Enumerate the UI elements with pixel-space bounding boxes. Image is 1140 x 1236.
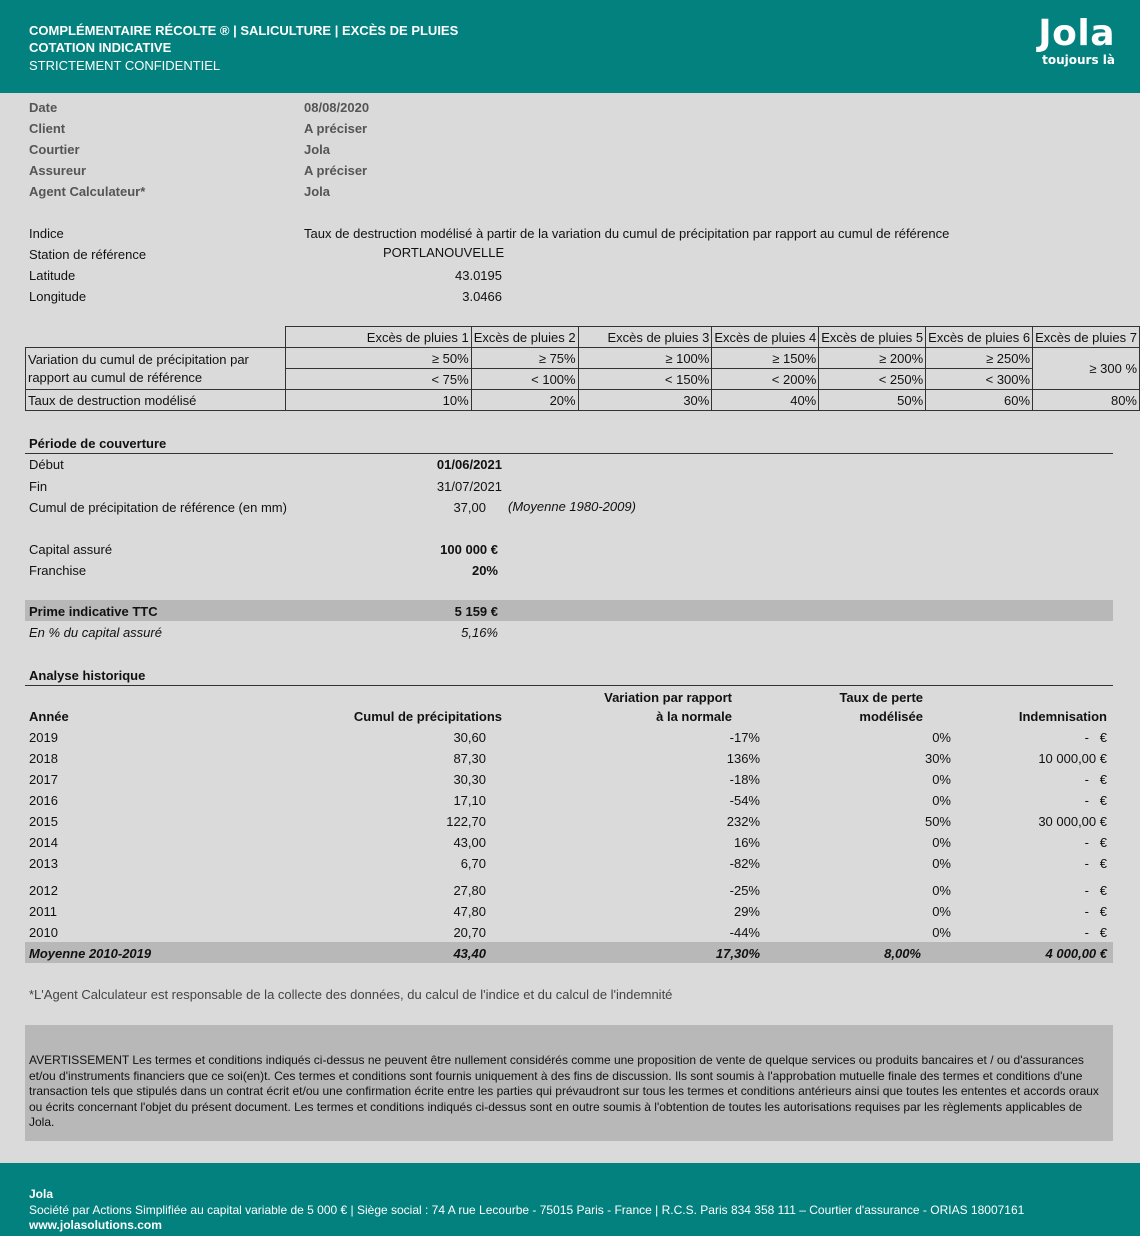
excess-header-2: Excès de pluies 2 bbox=[471, 327, 578, 348]
row-year: 2018 bbox=[29, 751, 58, 766]
row-indemnisation: 30 000,00 € bbox=[1038, 814, 1107, 829]
table-row bbox=[29, 770, 1109, 791]
excess-lower-2: ≥ 75% bbox=[471, 348, 578, 369]
index-value: Taux de destruction modélisé à partir de la variation du cumul de précipitation par rapport au cumul de référence bbox=[304, 226, 950, 241]
latitude-value: 43.0195 bbox=[455, 268, 502, 283]
excess-rate-4: 40% bbox=[712, 390, 819, 411]
info-value-client: A préciser bbox=[304, 121, 368, 136]
info-label-date: Date bbox=[29, 100, 58, 115]
jola-logo bbox=[1038, 15, 1115, 67]
excess-header-3: Excès de pluies 3 bbox=[578, 327, 712, 348]
col-variation-2: à la normale bbox=[656, 709, 732, 724]
row-variation: 16% bbox=[733, 835, 760, 850]
table-row bbox=[29, 881, 1109, 902]
info-label-client: Client bbox=[29, 121, 66, 136]
row-year: 2012 bbox=[29, 883, 58, 898]
row-year: 2017 bbox=[29, 772, 58, 787]
row-indemnisation: - € bbox=[1084, 883, 1107, 898]
row-cumul: 30,60 bbox=[453, 730, 486, 745]
end-label: Fin bbox=[29, 479, 48, 494]
excess-rate-6: 60% bbox=[926, 390, 1033, 411]
row-cumul: 17,10 bbox=[453, 793, 486, 808]
row-variation: -25% bbox=[729, 883, 760, 898]
info-label-assureur: Assureur bbox=[29, 163, 87, 178]
coverage-title: Période de couverture bbox=[29, 436, 167, 451]
excess-lower-3: ≥ 100% bbox=[578, 348, 712, 369]
row-variation: -82% bbox=[729, 856, 760, 871]
excess-rate-label: Taux de destruction modélisé bbox=[26, 390, 286, 411]
footer-banner bbox=[0, 1163, 1140, 1236]
excess-lower-6: ≥ 250% bbox=[926, 348, 1033, 369]
confidential-label: STRICTEMENT CONFIDENTIEL bbox=[29, 58, 221, 73]
table-row bbox=[29, 812, 1109, 833]
excess-lower-row bbox=[26, 348, 1140, 369]
table-row bbox=[29, 749, 1109, 770]
premium-percent-value: 5,16% bbox=[461, 625, 498, 640]
row-cumul: 6,70 bbox=[460, 856, 486, 871]
station-label: Station de référence bbox=[29, 247, 147, 262]
excess-rate-1: 10% bbox=[286, 390, 472, 411]
table-row bbox=[29, 833, 1109, 854]
franchise-value: 20% bbox=[471, 563, 498, 578]
coverage-section-header bbox=[25, 436, 1113, 454]
row-year: 2014 bbox=[29, 835, 58, 850]
station-value: PORTLANOUVELLE bbox=[383, 245, 505, 260]
row-cumul: 27,80 bbox=[453, 883, 486, 898]
row-rate: 0% bbox=[932, 925, 951, 940]
info-value-courtier: Jola bbox=[304, 142, 331, 157]
row-rate: 0% bbox=[932, 835, 951, 850]
row-variation: 29% bbox=[733, 904, 760, 919]
excess-rate-7: 80% bbox=[1033, 390, 1140, 411]
document-subtitle: COTATION INDICATIVE bbox=[29, 40, 172, 55]
info-value-agent: Jola bbox=[304, 184, 331, 199]
disclaimer-text: AVERTISSEMENT Les termes et conditions indiqués ci-dessus ne peuvent être nullement considérés comme une proposition de vente de quelque services ou produits bancaires et / ou d'assurances et/ou d'instruments financiers que ce soi(en)t. Ces termes et conditions sont fournis uniquement à des fins de discussion. Ils sont soumis à l'approbation mutuelle finale des termes et conditions d'une transaction tels que stipulés dans un contrat écrit et/ou une confirmation écrite entre les parties qui prévaudront sur tous les termes et conditions antérieurs ainsi que toutes les ententes et accords oraux ou écrits concernant l'objet du présent document. Les termes et conditions indiqués ci-dessus sont en outre soumis à l'obtention de toutes les autorisations requises par les règlements applicables de Jola. bbox=[29, 1053, 1099, 1129]
excess-header-4: Excès de pluies 4 bbox=[712, 327, 819, 348]
col-indemnisation: Indemnisation bbox=[1018, 709, 1107, 724]
excess-lower-5: ≥ 200% bbox=[819, 348, 926, 369]
table-row bbox=[29, 923, 1109, 944]
average-row bbox=[25, 942, 1113, 963]
end-value: 31/07/2021 bbox=[436, 479, 502, 494]
excess-rate-5: 50% bbox=[819, 390, 926, 411]
premium-band bbox=[25, 600, 1113, 621]
excess-rate-2: 20% bbox=[471, 390, 578, 411]
row-year: 2019 bbox=[29, 730, 58, 745]
table-row bbox=[29, 902, 1109, 923]
row-rate: 0% bbox=[932, 793, 951, 808]
excess-header-6: Excès de pluies 6 bbox=[926, 327, 1033, 348]
row-rate: 0% bbox=[932, 856, 951, 871]
capital-label: Capital assuré bbox=[29, 542, 113, 557]
row-indemnisation: - € bbox=[1084, 925, 1107, 940]
excess-lower-1: ≥ 50% bbox=[286, 348, 472, 369]
excess-lower-4: ≥ 150% bbox=[712, 348, 819, 369]
row-indemnisation: - € bbox=[1084, 856, 1107, 871]
excess-upper-5: < 250% bbox=[819, 369, 926, 390]
excess-upper-3: < 150% bbox=[578, 369, 712, 390]
logo-name: Jola bbox=[1038, 13, 1115, 54]
row-indemnisation: - € bbox=[1084, 904, 1107, 919]
start-value: 01/06/2021 bbox=[436, 457, 502, 472]
row-cumul: 122,70 bbox=[446, 814, 486, 829]
table-row bbox=[29, 854, 1109, 875]
franchise-label: Franchise bbox=[29, 563, 87, 578]
col-cumul: Cumul de précipitations bbox=[353, 709, 502, 724]
table-row bbox=[29, 791, 1109, 812]
row-cumul: 30,30 bbox=[453, 772, 486, 787]
row-variation: -17% bbox=[729, 730, 760, 745]
header-banner bbox=[0, 0, 1140, 93]
row-year: 2016 bbox=[29, 793, 58, 808]
document-title: COMPLÉMENTAIRE RÉCOLTE ® | SALICULTURE | EXCÈS DE PLUIES bbox=[29, 23, 459, 38]
average-cumul: 43,40 bbox=[453, 946, 486, 961]
info-label-agent: Agent Calculateur* bbox=[29, 184, 146, 199]
row-indemnisation: 10 000,00 € bbox=[1038, 751, 1107, 766]
footer-legal: Société par Actions Simplifiée au capital variable de 5 000 € | Siège social : 74 A rue Lecourbe - 75015 Paris - France | R.C.S. Paris 834 358 111 – Courtier d'assurance - ORIAS 18007161 bbox=[29, 1203, 1025, 1217]
reference-note: (Moyenne 1980-2009) bbox=[508, 499, 636, 514]
row-indemnisation: - € bbox=[1084, 793, 1107, 808]
row-cumul: 20,70 bbox=[453, 925, 486, 940]
excess-upper-4: < 200% bbox=[712, 369, 819, 390]
info-value-date: 08/08/2020 bbox=[304, 100, 370, 115]
footer-website-link[interactable]: www.jolasolutions.com bbox=[29, 1218, 162, 1232]
col-rate-2: modélisée bbox=[859, 709, 923, 724]
premium-percent-label: En % du capital assuré bbox=[29, 625, 162, 640]
row-rate: 0% bbox=[932, 772, 951, 787]
history-title: Analyse historique bbox=[29, 668, 146, 683]
row-variation: -44% bbox=[729, 925, 760, 940]
row-rate: 0% bbox=[932, 904, 951, 919]
average-indemnisation: 4 000,00 € bbox=[1045, 946, 1107, 961]
row-year: 2015 bbox=[29, 814, 58, 829]
row-rate: 0% bbox=[932, 730, 951, 745]
history-section-header bbox=[25, 668, 1113, 686]
excess-header-5: Excès de pluies 5 bbox=[819, 327, 926, 348]
excess-header-blank bbox=[26, 327, 286, 348]
excess-header-row bbox=[26, 327, 1140, 348]
row-variation: -54% bbox=[729, 793, 760, 808]
row-variation: 232% bbox=[726, 814, 760, 829]
excess-rate-row bbox=[26, 390, 1140, 411]
average-rate: 8,00% bbox=[884, 946, 921, 961]
excess-rate-3: 30% bbox=[578, 390, 712, 411]
col-year: Année bbox=[29, 709, 69, 724]
excess-upper-2: < 100% bbox=[471, 369, 578, 390]
row-cumul: 87,30 bbox=[453, 751, 486, 766]
row-rate: 30% bbox=[924, 751, 951, 766]
row-cumul: 43,00 bbox=[453, 835, 486, 850]
col-variation-1: Variation par rapport bbox=[604, 690, 732, 705]
row-rate: 0% bbox=[932, 883, 951, 898]
average-variation: 17,30% bbox=[715, 946, 760, 961]
info-value-assureur: A préciser bbox=[304, 163, 368, 178]
premium-value: 5 159 € bbox=[454, 604, 498, 619]
premium-label: Prime indicative TTC bbox=[29, 604, 158, 619]
row-cumul: 47,80 bbox=[453, 904, 486, 919]
excess-variation-label: Variation du cumul de précipitation par rapport au cumul de référence bbox=[26, 348, 286, 390]
excess-last-threshold: ≥ 300 % bbox=[1033, 348, 1140, 390]
excess-upper-1: < 75% bbox=[286, 369, 472, 390]
average-label: Moyenne 2010-2019 bbox=[29, 946, 152, 961]
excess-upper-6: < 300% bbox=[926, 369, 1033, 390]
reference-label: Cumul de précipitation de référence (en mm) bbox=[29, 500, 287, 515]
table-row bbox=[29, 728, 1109, 749]
row-year: 2011 bbox=[29, 904, 57, 919]
disclaimer-box bbox=[25, 1025, 1113, 1141]
index-label: Indice bbox=[29, 226, 64, 241]
row-indemnisation: - € bbox=[1084, 835, 1107, 850]
calculator-note: *L'Agent Calculateur est responsable de la collecte des données, du calcul de l'indice et du calcul de l'indemnité bbox=[29, 987, 673, 1002]
latitude-label: Latitude bbox=[29, 268, 76, 283]
excess-rain-table bbox=[25, 326, 1140, 411]
capital-value: 100 000 € bbox=[440, 542, 498, 557]
row-variation: -18% bbox=[729, 772, 760, 787]
row-indemnisation: - € bbox=[1084, 772, 1107, 787]
row-year: 2010 bbox=[29, 925, 58, 940]
col-rate-1: Taux de perte bbox=[839, 690, 923, 705]
excess-header-7: Excès de pluies 7 bbox=[1033, 327, 1140, 348]
reference-value: 37,00 bbox=[453, 500, 486, 515]
row-rate: 50% bbox=[924, 814, 951, 829]
row-variation: 136% bbox=[726, 751, 760, 766]
excess-header-1: Excès de pluies 1 bbox=[286, 327, 472, 348]
longitude-label: Longitude bbox=[29, 289, 87, 304]
longitude-value: 3.0466 bbox=[462, 289, 502, 304]
row-year: 2013 bbox=[29, 856, 58, 871]
logo-tagline: toujours là bbox=[1042, 53, 1115, 67]
info-label-courtier: Courtier bbox=[29, 142, 80, 157]
row-indemnisation: - € bbox=[1084, 730, 1107, 745]
start-label: Début bbox=[29, 457, 64, 472]
footer-company: Jola bbox=[29, 1187, 54, 1201]
